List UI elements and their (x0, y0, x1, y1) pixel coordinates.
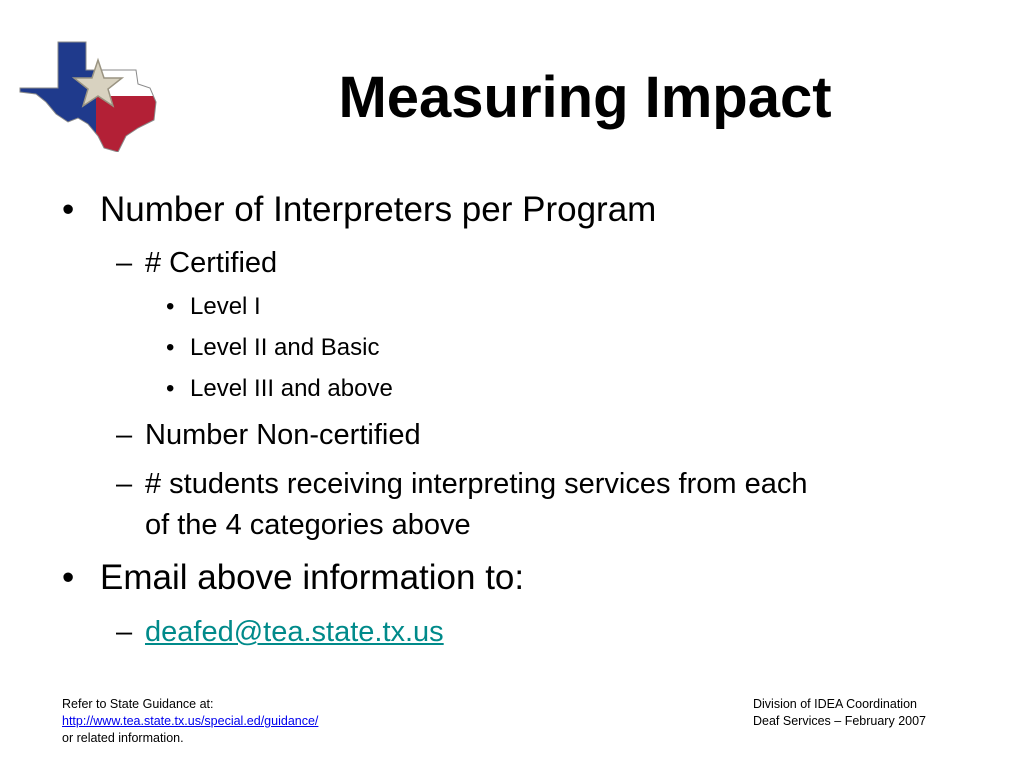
sub-bullet-non-certified: Number Non-certified (145, 419, 421, 451)
texas-flag-map-icon (18, 40, 160, 152)
footer-division: Division of IDEA Coordination (753, 697, 917, 711)
footer-left (62, 696, 318, 747)
sub-sub-bullet-level-3-above: Level III and above (190, 375, 393, 402)
slide-title: Measuring Impact (338, 65, 832, 130)
bullet-marker: • (166, 375, 175, 402)
footer-guidance-label: Refer to State Guidance at: (62, 697, 214, 711)
dash-marker: – (116, 616, 133, 648)
dash-marker: – (116, 247, 133, 279)
footer-date: Deaf Services – February 2007 (753, 714, 927, 728)
sub-bullet-certified: # Certified (145, 247, 278, 279)
dash-marker: – (116, 468, 133, 500)
email-link[interactable]: deafed@tea.state.tx.us (145, 616, 444, 648)
guidance-link[interactable]: http://www.tea.state.tx.us/special.ed/guidance/ (62, 714, 319, 728)
bullet-email-info: Email above information to: (100, 558, 525, 597)
bullet-marker: • (166, 293, 175, 320)
bullet-marker: • (166, 334, 175, 361)
bullet-marker: • (62, 190, 75, 229)
sub-sub-bullet-level-1: Level I (190, 293, 261, 320)
footer-right (753, 696, 926, 730)
sub-bullet-students-line-2: of the 4 categories above (145, 509, 471, 541)
sub-sub-bullet-level-2-basic: Level II and Basic (190, 334, 380, 361)
bullet-marker: • (62, 558, 75, 597)
bullet-interpreters-per-program: Number of Interpreters per Program (100, 190, 657, 229)
footer-related-info: or related information. (62, 731, 184, 745)
dash-marker: – (116, 419, 133, 451)
sub-bullet-students-line-1: # students receiving interpreting services from each (145, 468, 808, 500)
